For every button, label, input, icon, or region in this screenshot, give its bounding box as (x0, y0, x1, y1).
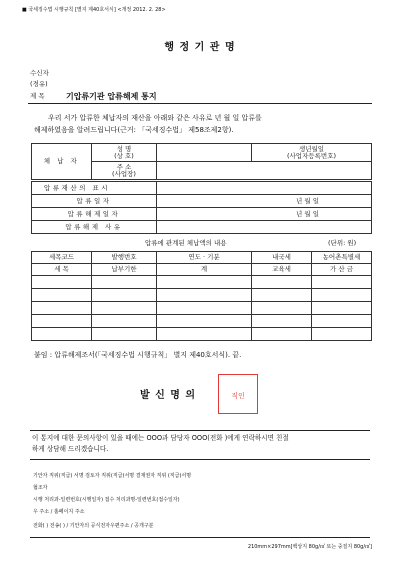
arrears-header: 세목코드 (32, 252, 92, 264)
arrears-header: 교육세 (252, 264, 312, 276)
approval-line-3: 시행 처리과-일련번호(시행일자) 접수 처리과명-일련번호(접수일자) (33, 497, 180, 503)
notice-line-1: 우리 서가 압류한 체납자의 재산을 아래와 같은 사유로 년 월 일 압류를 (48, 114, 262, 122)
approval-line-1: 기안자 직위(직급) 서명 검토자 직위(직급)서명 결재권자 직위 (직급)서명 (33, 473, 192, 479)
arrears-header: 발행번호 (92, 252, 157, 264)
address-value (157, 162, 372, 180)
arrears-cell (312, 276, 372, 289)
arrears-cell (312, 302, 372, 315)
arrears-cell (32, 276, 92, 289)
official-seal (218, 374, 258, 414)
arrears-cell (32, 328, 92, 341)
release-reason-label: 압류해제 사유 (32, 221, 157, 234)
arrears-header: 농어촌특별세 (312, 252, 372, 264)
arrears-title: 압류에 관계된 체납액의 내용 (145, 239, 227, 247)
subject-divider (28, 103, 372, 104)
arrears-cell (32, 302, 92, 315)
approval-line-2: 협조자 (33, 485, 48, 491)
issuer-label: 발 신 명 의 (140, 390, 197, 401)
arrears-cell (92, 289, 157, 302)
arrears-blank-row (32, 328, 372, 341)
subject-label: 제 목 (30, 92, 45, 100)
inquiry-line-2: 하게 상담해 드리겠습니다. (32, 445, 109, 453)
release-reason-value (157, 221, 372, 234)
arrears-blank-row (32, 315, 372, 328)
arrears-blank-row (32, 289, 372, 302)
subject-text: 기압류기관 압류해제 통지 (66, 92, 157, 101)
name-value (157, 144, 252, 162)
taxpayer-section-label: 체 납 자 (32, 144, 92, 180)
arrears-cell (312, 289, 372, 302)
arrears-cell (157, 315, 252, 328)
release-date-value: 년 월 일 (157, 208, 372, 221)
seizure-property-value (157, 182, 372, 195)
approval-line-4: 우 주소 / 홈페이지 주소 (33, 509, 85, 515)
seizure-date-value: 년 월 일 (157, 195, 372, 208)
notice-line-2: 해제하였음을 알려드립니다(근거: 「국세징수법」 제58조제2항). (34, 126, 234, 134)
inquiry-box (30, 430, 370, 460)
arrears-header: 납부기한 (92, 264, 157, 276)
arrears-cell (157, 289, 252, 302)
arrears-cell (252, 302, 312, 315)
dob-cell: 생년월일 (사업자등록번호) (252, 144, 372, 162)
release-date-label: 압류해제일자 (32, 208, 157, 221)
arrears-cell (92, 328, 157, 341)
approval-line-5: 전화( ) 전송( ) / 기안자의 공식전자우편주소 / 공개구분 (33, 523, 154, 529)
arrears-cell (252, 276, 312, 289)
taxpayer-table (31, 143, 372, 180)
seizure-table (31, 181, 372, 234)
arrears-header: 가 산 금 (312, 264, 372, 276)
arrears-cell (157, 302, 252, 315)
arrears-cell (312, 328, 372, 341)
seizure-date-label: 압류일자 (32, 195, 157, 208)
arrears-table (31, 251, 372, 341)
arrears-cell (32, 289, 92, 302)
arrears-cell (157, 276, 252, 289)
inquiry-line-1: 이 통지에 대한 문의사항이 있을 때에는 OOO과 담당자 OOO(전화 )에게 연락하시면 친절 (32, 434, 289, 442)
arrears-cell (312, 315, 372, 328)
arrears-cell (92, 302, 157, 315)
arrears-blank-row (32, 276, 372, 289)
arrears-header: 내국세 (252, 252, 312, 264)
agency-title: 행 정 기 관 명 (164, 42, 236, 53)
arrears-header: 계 (157, 264, 252, 276)
address-cell: 주 소 (사업장) (92, 162, 157, 180)
form-reference: ■ 국세징수법 시행규칙 [별지 제40호서식] <개정 2012. 2. 28> (22, 7, 166, 13)
paper-spec: 210mm×297mm[백상지 80g/㎡ 또는 중질지 80g/㎡] (247, 544, 372, 550)
seal-text: 직인 (231, 392, 245, 400)
arrears-cell (157, 328, 252, 341)
arrears-header: 세 목 (32, 264, 92, 276)
arrears-cell (252, 315, 312, 328)
attachment-note: 붙임 : 압류해제조서(「국세징수법 시행규칙」 별지 제40호서식). 끝. (34, 351, 242, 359)
footer-divider (30, 537, 370, 538)
recipient-label: 수신자 (30, 69, 49, 77)
seizure-property-label: 압류재산의 표시 (32, 182, 157, 195)
arrears-blank-row (32, 302, 372, 315)
name-cell: 성 명 (상 호) (92, 144, 157, 162)
arrears-cell (32, 315, 92, 328)
via-label: (경유) (30, 80, 48, 88)
arrears-cell (252, 289, 312, 302)
arrears-unit: (단위: 원) (328, 239, 357, 247)
arrears-cell (92, 276, 157, 289)
arrears-cell (252, 328, 312, 341)
arrears-header: 연도 · 기분 (157, 252, 252, 264)
arrears-cell (92, 315, 157, 328)
